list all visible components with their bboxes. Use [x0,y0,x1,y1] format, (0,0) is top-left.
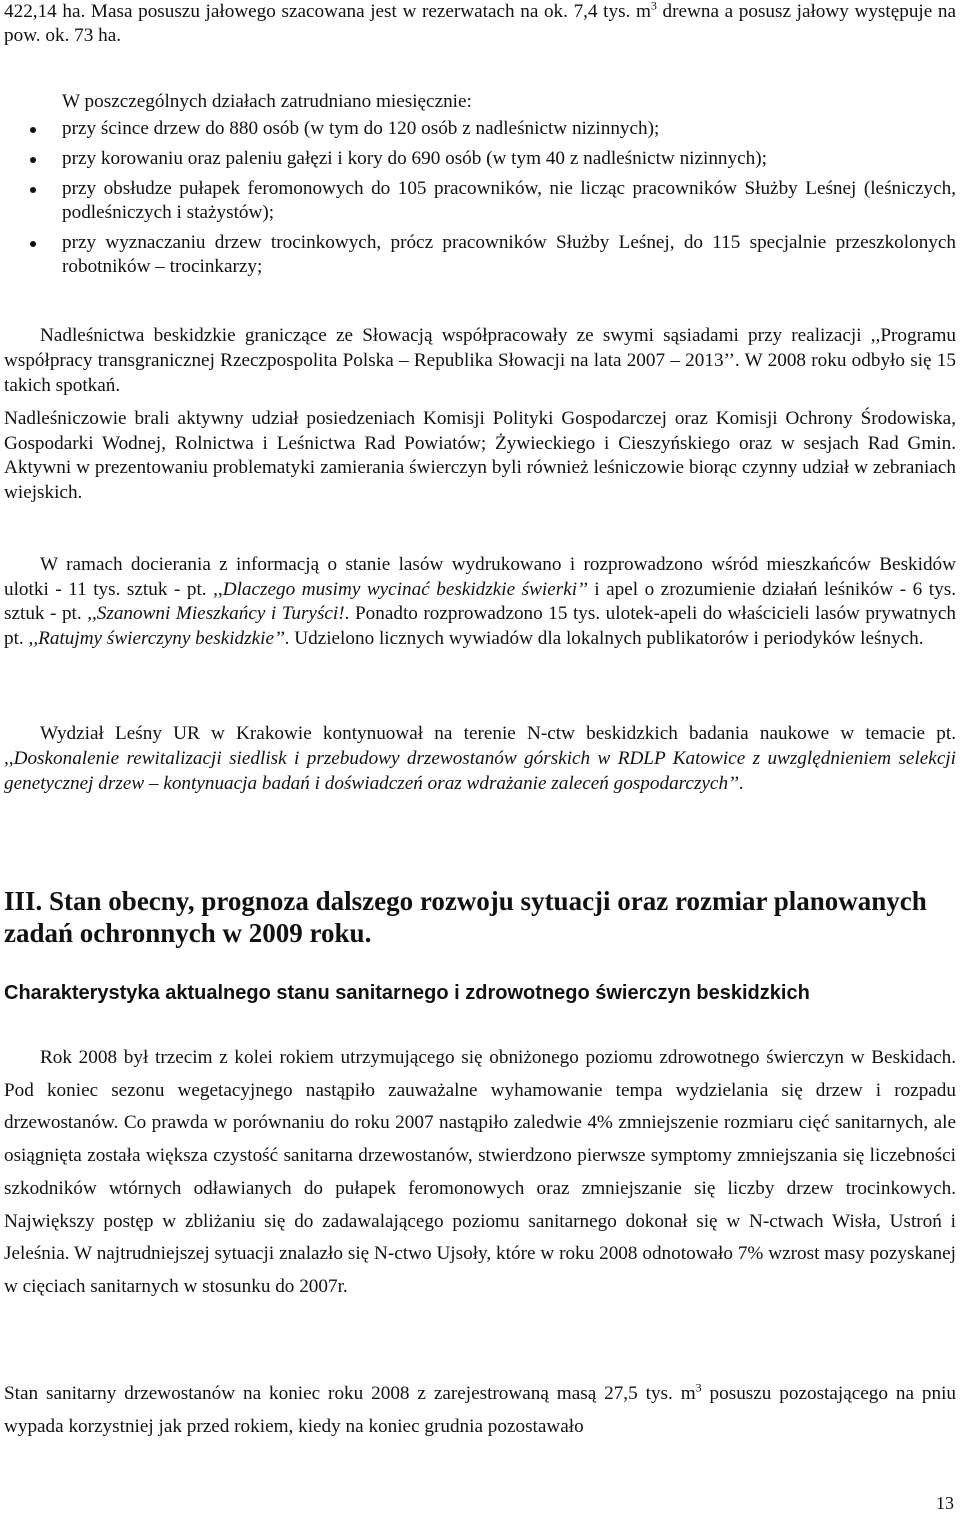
list-item-text: przy wyznaczaniu drzew trocinkowych, prócz pracowników Służby Leśnej, do 115 specjalnie przeszkolonych robotników – trocinkarzy; [62,232,956,277]
bullet-icon [30,187,36,193]
list-item [4,117,956,141]
text-run: 422,14 ha. Masa posuszu jałowego szacowana jest w rezerwatach na ok. 7,4 tys. m [4,1,651,22]
text-run: drewna a posusz jałowy występuje na pow. ok. 73 ha. [4,1,956,46]
employment-list [4,117,956,285]
paragraph-employment-intro: W poszczególnych działach zatrudniano miesięcznie: [62,91,472,112]
text-run: i apel o zrozumienie działań leśników - 6 tys. sztuk - pt. [4,578,956,624]
list-item-text: przy ścince drzew do 880 osób (w tym do 120 osób z nadleśnictw nizinnych); [62,118,660,139]
text-run: . [738,773,744,794]
text-run: posuszu pozostającego na pniu wypada korzystniej jak przed rokiem, kiedy na koniec grudnia pozostawało [4,1383,956,1437]
paragraph-stan-sanitarny [4,1378,956,1443]
list-item-text: przy korowaniu oraz paleniu gałęzi i kory do 690 osób (w tym 40 z nadleśnictw nizinnych); [62,148,767,169]
superscript: 3 [695,1380,702,1395]
bullet-icon [30,157,36,163]
page-number: 13 [936,1493,954,1513]
leaflet-title: ,,Ratujmy świerczyny beskidzkie’’ [28,627,285,649]
paragraph-wydzial-lesny [4,721,956,796]
list-item-text: przy obsłudze pułapek feromonowych do 105 pracowników, nie licząc pracowników Służby Leśnej (leśniczych, podleśniczych i stażystów); [62,178,956,223]
text-run: . Udzielono licznych wywiadów dla lokalnych publikatorów i periodyków leśnych. [284,627,924,649]
text-run: W ramach docierania z informacją o stanie lasów wydrukowano i rozprowadzono wśród mieszkańców Beskidów ulotki - 11 tys. sztuk - pt. [4,554,956,600]
subsection-heading: Charakterystyka aktualnego stanu sanitarnego i zdrowotnego świerczyn beskidzkich [4,982,810,1004]
list-item [4,177,956,225]
paragraph-nadlesniczowie: Nadleśniczowie brali aktywny udział posiedzeniach Komisji Polityki Gospodarczej oraz Komisji Ochrony Środowiska, Gospodarki Wodnej, Rolnictwa i Leśnictwa Rad Powiatów; Żywieckiego i Cieszyńskiego oraz w sesjach Rad Gmin. Aktywni w prezentowaniu problematyki zamierania świerczyn byli również leśniczowie biorąc czynny udział w zebraniach wiejskich. [4,408,956,503]
section-heading [4,885,956,949]
section-title: Stan obecny, prognoza dalszego rozwoju sytuacji oraz rozmiar planowanych zadań ochronnych w 2009 roku. [4,886,927,948]
leaflet-title: ,,Dlaczego musimy wycinać beskidzkie świerki’’ [213,578,588,600]
text-run: . Ponadto rozprowadzono 15 tys. ulotek-apeli do właścicieli lasów prywatnych pt. [4,603,956,649]
section-number: III. [4,886,43,916]
research-title: ,,Doskonalenie rewitalizacji siedlisk i przebudowy drzewostanów górskich w RDLP Katowice z uwzględnieniem selekcji genetycznej drzew – kontynuacja badań i doświadczeń oraz wdrażanie zaleceń gospodarczych’’ [4,748,956,794]
bullet-icon [30,241,36,247]
list-item [4,147,956,171]
paragraph-ulotki [4,553,956,651]
text-run: Stan sanitarny drzewostanów na koniec roku 2008 z zarejestrowaną masą 27,5 tys. m [4,1383,696,1404]
paragraph-posusz [4,0,956,48]
list-item [4,231,956,279]
paragraph-rok-2008: Rok 2008 był trzecim z kolei rokiem utrzymującego się obniżonego poziomu zdrowotnego świerczyn w Beskidach. Pod koniec sezonu wegetacyjnego nastąpiło zauważalne wyhamowanie tempa wydzielania się drzew i rozpadu drzewostanów. Co prawda w porównaniu do roku 2007 nastąpiło zaledwie 4% zmniejszenie rozmiaru cięć sanitarnych, ale osiągnięta została większa czystość sanitarna drzewostanów, stwierdzono pierwsze symptomy zmniejszania się liczebności szkodników wtórnych odławianych do pułapek feromonowych oraz zmniejszanie się liczby drzew trocinkowych. Największy postęp w zbliżaniu się do zadawalającego poziomu sanitarnego dokonał się w N-ctwach Wisła, Ustroń i Jeleśnia. W najtrudniejszej sytuacji znalazło się N-ctwo Ujsoły, które w roku 2008 odnotowało 7% wzrost masy pozyskanej w cięciach sanitarnych w stosunku do 2007r. [4,1047,956,1297]
superscript: 3 [650,0,657,13]
paragraph-nadlesnictwa: Nadleśnictwa beskidzkie graniczące ze Słowacją współpracowały ze swymi sąsiadami przy realizacji ,,Programu współpracy transgranicznej Rzeczpospolita Polska – Republika Słowacji na lata 2007 – 2013’’. W 2008 roku odbyło się 15 takich spotkań. [4,325,956,396]
bullet-icon [30,127,36,133]
leaflet-title: ,,Szanowni Mieszkańcy i Turyści! [87,603,345,624]
text-run: Wydział Leśny UR w Krakowie kontynuował na terenie N-ctw beskidzkich badania naukowe w temacie pt. [40,723,956,744]
